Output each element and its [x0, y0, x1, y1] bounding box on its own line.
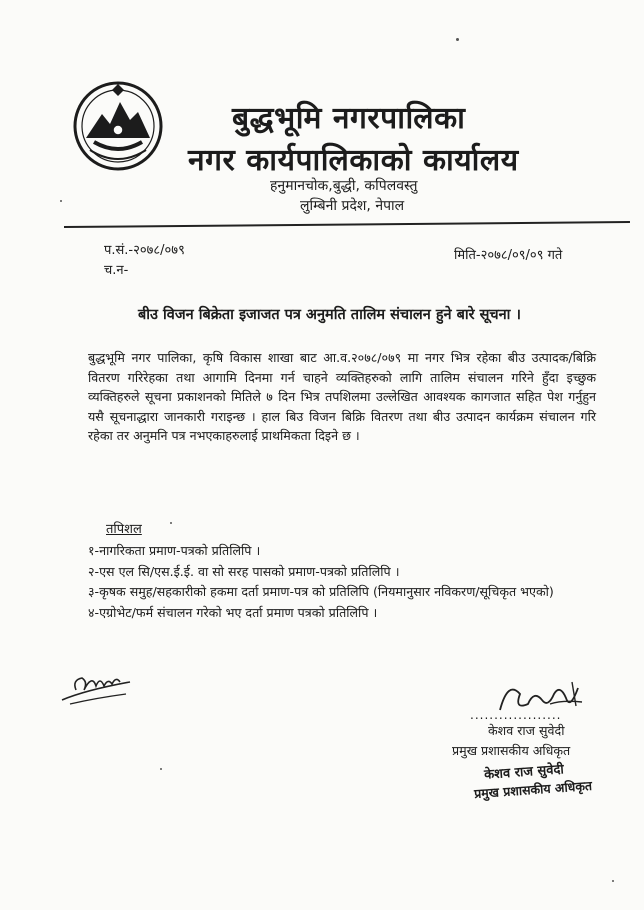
reference-number: प.सं.-२०७८/०७९	[104, 243, 185, 258]
required-documents-list	[88, 541, 608, 623]
scan-speck	[170, 522, 172, 524]
office-name: बुद्धभूमि नगरपालिका	[232, 101, 466, 136]
issue-date: मिति-२०७८/०९/०९ गते	[454, 248, 563, 263]
stamp-title: प्रमुख प्रशासकीय अधिकृत	[473, 777, 593, 802]
notice-subject: बीउ विजन बिक्रेता इजाजत पत्र अनुमति तालिम संचालन हुने बारे सूचना ।	[138, 307, 521, 323]
list-item: २-एस एल सि/एस.ई.ई. वा सो सरह पासको प्रमाण-पत्रको प्रतिलिपि ।	[88, 563, 400, 579]
list-item: ३-कृषक समुह/सहकारीको हकमा दर्ता प्रमाण-पत्र को प्रतिलिपि (नियमानुसार नविकरण/सूचिकृत भएको)	[88, 584, 554, 599]
dispatch-number: च.न-	[104, 263, 129, 278]
signatory-name: केशव राज सुवेदी	[488, 723, 565, 738]
stamp-name: केशव राज सुवेदी	[483, 762, 565, 783]
list-item: १-नागरिकता प्रमाण-पत्रको प्रतिलिपि ।	[88, 543, 261, 558]
office-title: नगर कार्यपालिकाको कार्यालय	[188, 143, 519, 178]
handwritten-initials	[56, 660, 136, 708]
scan-speck	[160, 768, 162, 770]
nepal-government-emblem-icon	[72, 80, 164, 172]
signatory-title: प्रमुख प्रशासकीय अधिकृत	[452, 743, 571, 758]
address-line-1: हनुमानचोक,बुद्धी, कपिलवस्तु	[270, 178, 418, 194]
scan-speck	[456, 38, 459, 41]
address-line-2: लुम्बिनी प्रदेश, नेपाल	[300, 198, 405, 214]
header-divider	[64, 221, 630, 228]
list-item: ४-एग्रोभेट/फर्म संचालन गरेको भए दर्ता प्रमाण पत्रको प्रतिलिपि ।	[88, 604, 378, 620]
list-heading: तपिशल	[106, 522, 142, 537]
scan-speck	[612, 880, 614, 882]
scan-speck	[60, 200, 62, 202]
notice-body: बुद्धभूमि नगर पालिका, कृषि विकास शाखा बाट आ.व.२०७८/०७९ मा नगर भित्र रहेका बीउ उत्पादक/बिक्रि वितरण गरिरेहका तथा आगामि दिनमा गर्न चाहने व्यक्तिहरुको लागि तालिम संचालन गरिने हुँदा इच्छुक व्यक्तिहरुले सूचना प्रकाशनको मितिले ७ दिन भित्र तपशिलमा उल्लेखित आवश्यक कागजात सहित पेश गर्नुहुन यसै सूचनाद्धारा जानकारी गराइन्छ । हाल बिउ विजन बिक्रि वितरण तथा बीउ उत्पादन कार्यक्रम संचालन गरि रहेका तर अनुमनि पत्र नभएकाहरुलाई प्राथमिकता दिइने छ ।	[88, 350, 596, 444]
signature-line: ...................	[470, 708, 562, 722]
